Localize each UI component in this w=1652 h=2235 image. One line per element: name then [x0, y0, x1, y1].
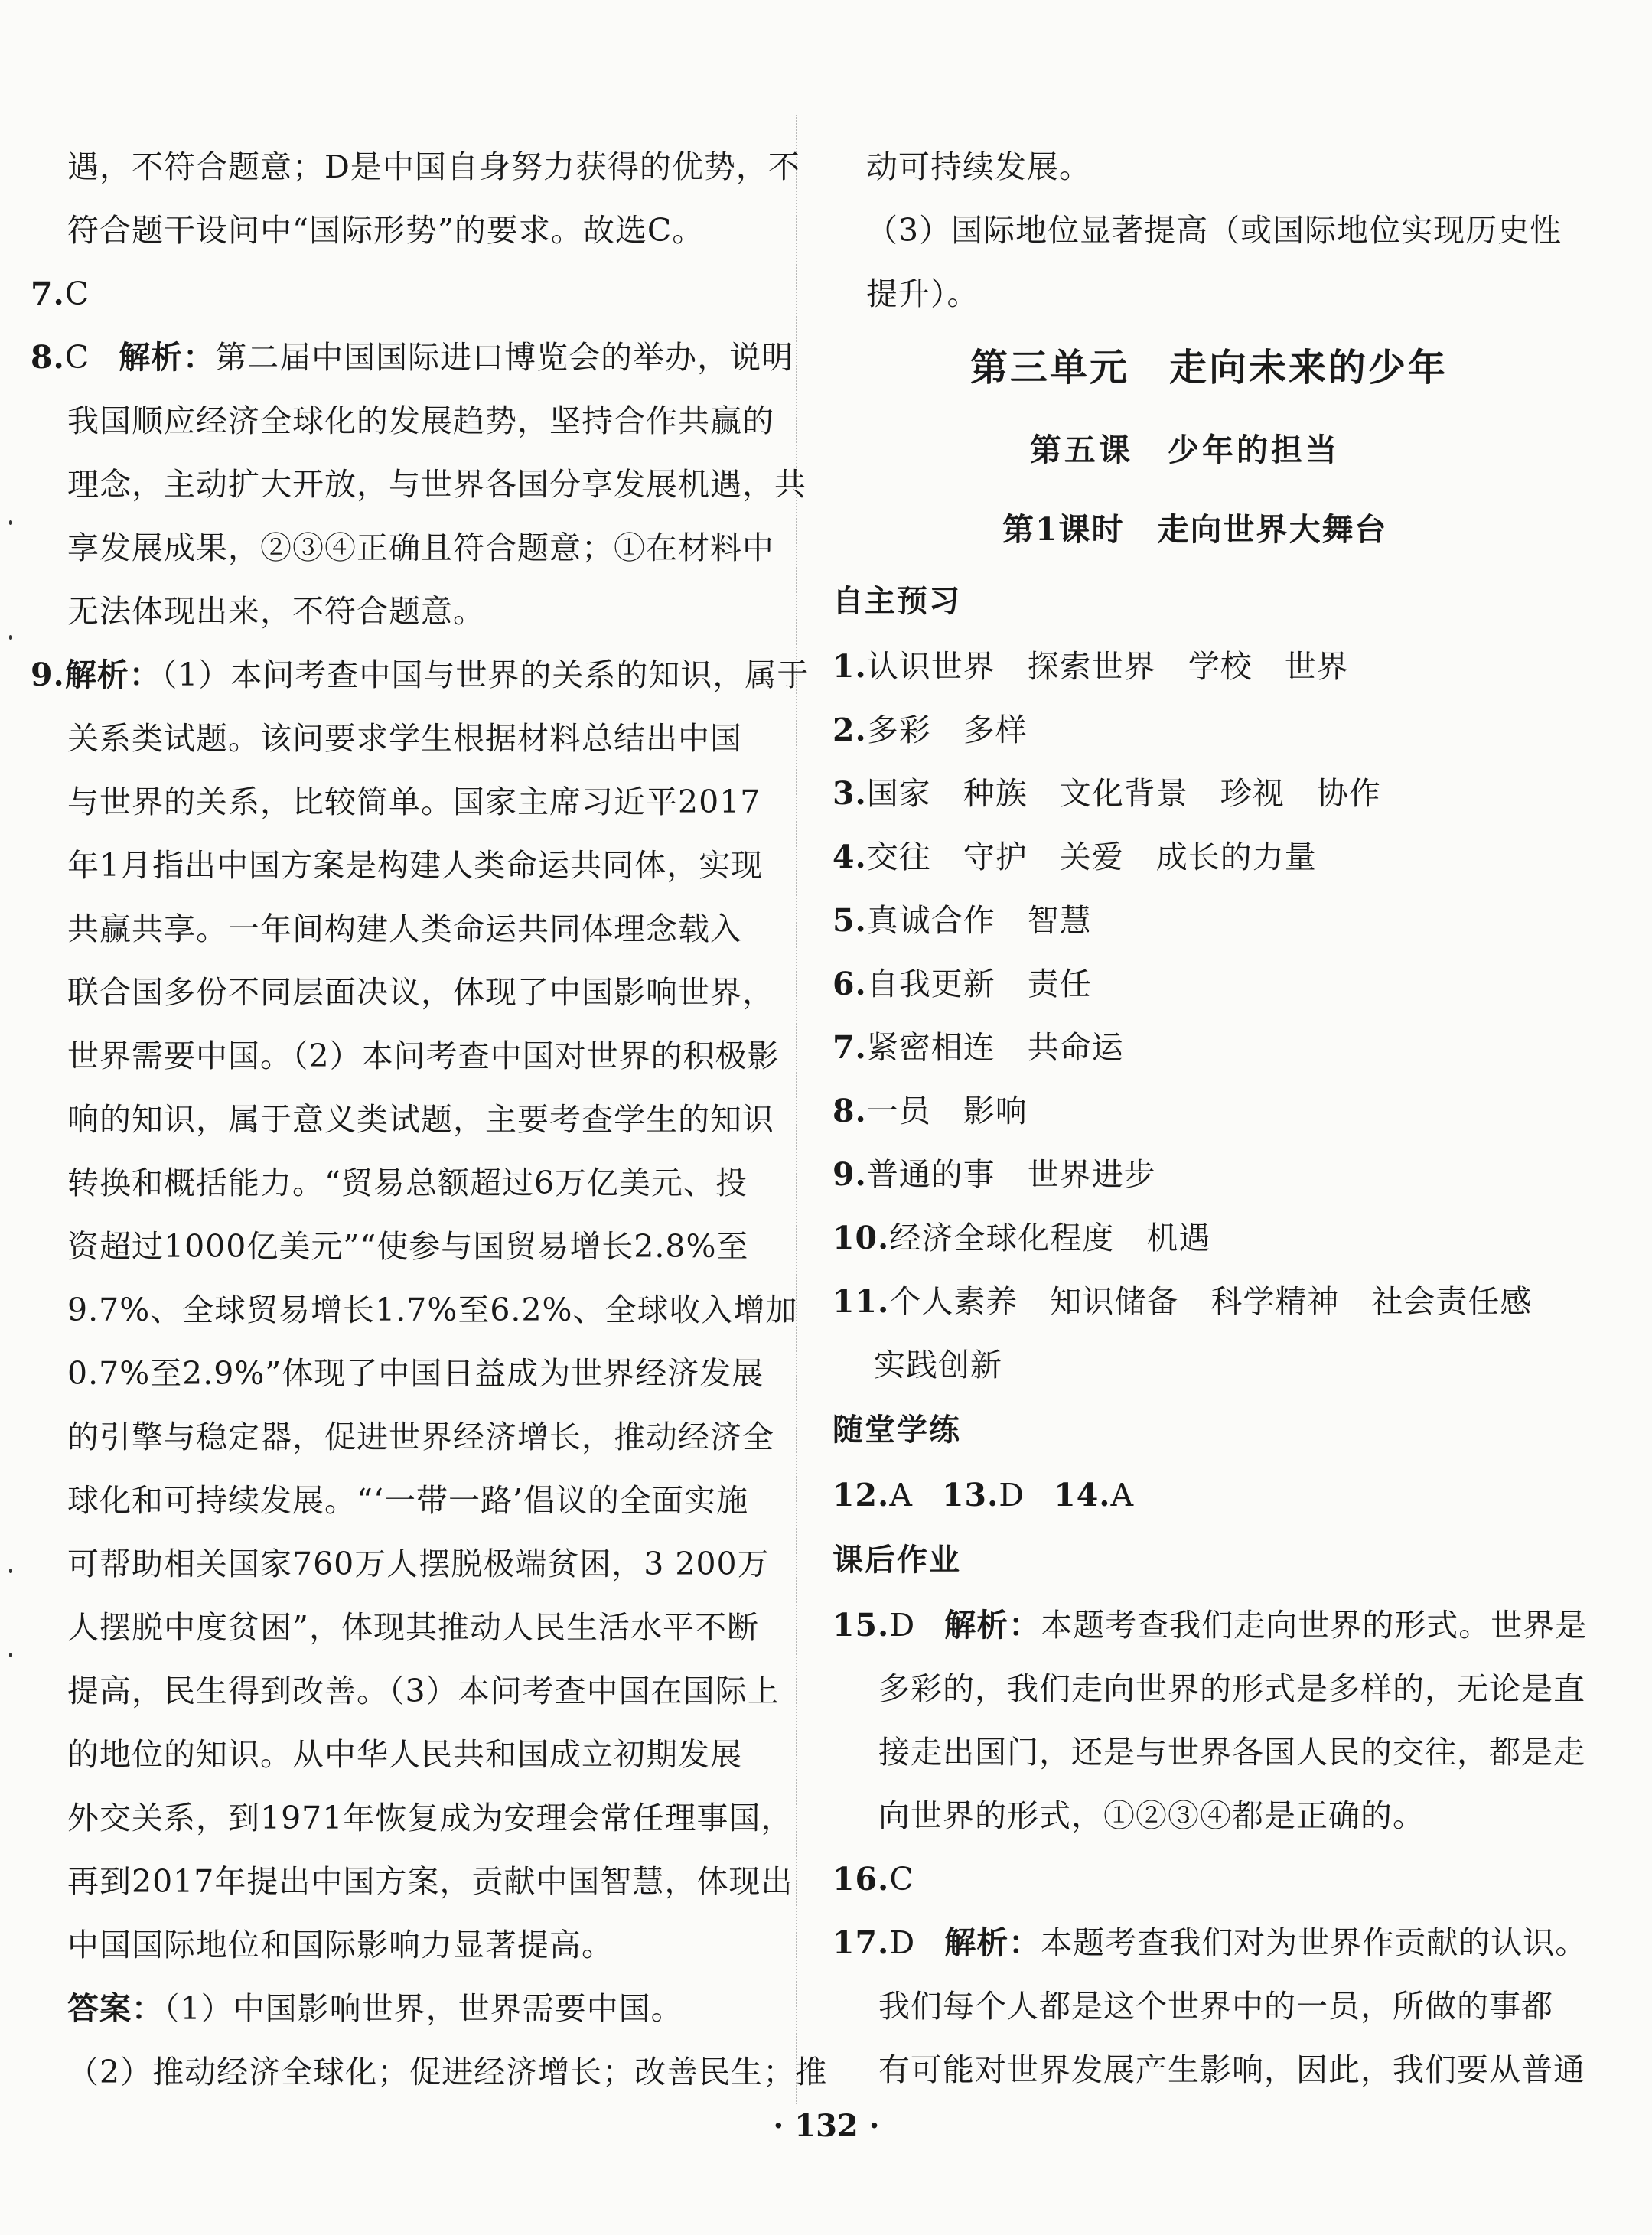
- analysis-label: 解析：: [944, 1607, 1041, 1644]
- answer-line: [67, 1990, 683, 2027]
- analysis-text: 第二届中国国际进口博览会的举办，说明: [215, 339, 794, 376]
- question-number: 15.: [833, 1607, 890, 1644]
- text-line: 接走出国门，还是与世界各国人民的交往，都是走: [878, 1734, 1585, 1771]
- question-number: 17.: [833, 1924, 890, 1961]
- text-line: 可帮助相关国家760万人摆脱极端贫困，3 200万: [67, 1546, 770, 1582]
- scan-speck: [9, 520, 12, 525]
- text-line: 球化和可持续发展。“‘一带一路’倡议的全面实施: [67, 1482, 749, 1519]
- item-text: 真诚合作 智慧: [866, 902, 1092, 939]
- item-text: 国家 种族 文化背景 珍视 协作: [866, 775, 1381, 812]
- scan-speck: [9, 635, 12, 640]
- lesson-title: 第五课 少年的担当: [1030, 432, 1340, 468]
- text-line: 世界需要中国。（2）本问考查中国对世界的积极影: [67, 1038, 780, 1074]
- preview-item: [833, 648, 1349, 685]
- item-text: 认识世界 探索世界 学校 世界: [866, 648, 1349, 685]
- text-line: 共赢共享。一年间构建人类命运共同体理念载入: [67, 911, 742, 947]
- text-line: 年1月指出中国方案是构建人类命运共同体，实现: [67, 847, 764, 884]
- text-line: 多彩的，我们走向世界的形式是多样的，无论是直: [878, 1670, 1585, 1707]
- answer-choice: D: [999, 1477, 1025, 1513]
- text-line: 中国国际地位和国际影响力显著提高。: [67, 1927, 614, 1963]
- text-line: 我国顺应经济全球化的发展趋势，坚持合作共赢的: [67, 402, 774, 439]
- item-number: 3.: [833, 775, 867, 812]
- text-line: 与世界的关系，比较简单。国家主席习近平2017: [67, 784, 761, 820]
- text-line: 资超过1000亿美元”“使参与国贸易增长2.8%至: [67, 1228, 749, 1265]
- item-text: 多彩 多样: [866, 712, 1028, 748]
- text-line: 无法体现出来，不符合题意。: [67, 593, 485, 630]
- preview-item: [833, 712, 1028, 748]
- answer-choice: A: [1110, 1477, 1135, 1513]
- text-line: 关系类试题。该问要求学生根据材料总结出中国: [67, 720, 742, 757]
- text-line: 响的知识，属于意义类试题，主要考查学生的知识: [67, 1101, 774, 1138]
- preview-item: [833, 1156, 1156, 1193]
- preview-item: [833, 775, 1381, 812]
- item-number: 10.: [833, 1220, 890, 1256]
- answer-15: [833, 1607, 1588, 1644]
- text-line: 9.7%、全球贸易增长1.7%至6.2%、全球收入增加: [67, 1292, 798, 1328]
- question-number: 8.: [31, 339, 65, 376]
- page-number: · 132 ·: [773, 2108, 880, 2144]
- answer-7: [31, 275, 90, 312]
- text-line: 动可持续发展。: [866, 148, 1091, 185]
- answer-choice: C: [64, 275, 90, 312]
- analysis-label: 解析：: [64, 656, 161, 693]
- text-line: 有可能对世界发展产生影响，因此，我们要从普通: [878, 2051, 1585, 2088]
- preview-item: [833, 1093, 1028, 1129]
- analysis-text: 本题考查我们对为世界作贡献的认识。: [1041, 1924, 1588, 1961]
- item-number: 11.: [833, 1283, 890, 1320]
- text-line: （2）推动经济全球化；促进经济增长；改善民生；推: [67, 2054, 828, 2090]
- preview-item: [833, 1220, 1211, 1256]
- item-text: 紧密相连 共命运: [866, 1029, 1124, 1066]
- section-heading-preview: 自主预习: [833, 583, 961, 619]
- answer-8: [31, 339, 794, 376]
- text-line: 的地位的知识。从中华人民共和国成立初期发展: [67, 1736, 742, 1773]
- preview-item: [833, 966, 1092, 1002]
- text-line: 享发展成果，②③④正确且符合题意；①在材料中: [67, 529, 774, 566]
- text-line: 0.7%至2.9%”体现了中国日益成为世界经济发展: [67, 1355, 764, 1392]
- analysis-text: （1）本问考查中国与世界的关系的知识，属于: [161, 656, 810, 693]
- item-text: 个人素养 知识储备 科学精神 社会责任感: [889, 1283, 1533, 1320]
- answer-text: （1）中国影响世界，世界需要中国。: [164, 1990, 683, 2027]
- analysis-label: 解析：: [944, 1924, 1041, 1961]
- text-line: 向世界的形式，①②③④都是正确的。: [878, 1797, 1425, 1834]
- text-line: 人摆脱中度贫困”，体现其推动人民生活水平不断: [67, 1609, 759, 1646]
- scan-speck: [9, 1653, 12, 1657]
- section-heading-practice: 随堂学练: [833, 1412, 961, 1448]
- item-number: 12.: [833, 1477, 890, 1513]
- practice-answers: [833, 1477, 1135, 1513]
- period-title: 第1课时 走向世界大舞台: [1002, 511, 1388, 548]
- item-number: 1.: [833, 648, 867, 685]
- item-number: 2.: [833, 712, 867, 748]
- text-line: 遇，不符合题意；D是中国自身努力获得的优势，不: [67, 148, 800, 185]
- preview-item: [833, 902, 1092, 939]
- item-text: 经济全球化程度 机遇: [889, 1220, 1211, 1256]
- column-divider: [796, 115, 797, 2104]
- section-heading-homework: 课后作业: [833, 1542, 961, 1578]
- answer-label: 答案：: [67, 1990, 164, 2027]
- item-number: 7.: [833, 1029, 867, 1066]
- scan-speck: [9, 1569, 12, 1573]
- text-line: 再到2017年提出中国方案，贡献中国智慧，体现出: [67, 1863, 793, 1900]
- question-number: 9.: [31, 656, 65, 693]
- answer-16: [833, 1861, 914, 1898]
- item-number: 6.: [833, 966, 867, 1002]
- item-number: 9.: [833, 1156, 867, 1193]
- item-text: 交往 守护 关爱 成长的力量: [866, 839, 1317, 875]
- answer-17: [833, 1924, 1588, 1961]
- text-line: 符合题干设问中“国际形势”的要求。故选C。: [67, 212, 705, 249]
- text-line: 外交关系，到1971年恢复成为安理会常任理事国，: [67, 1800, 793, 1836]
- analysis-text: 本题考查我们走向世界的形式。世界是: [1041, 1607, 1588, 1644]
- item-number: 5.: [833, 902, 867, 939]
- preview-item: [833, 1029, 1124, 1066]
- item-text: 一员 影响: [866, 1093, 1028, 1129]
- text-line: （3）国际地位显著提高（或国际地位实现历史性: [866, 212, 1562, 249]
- answer-choice: D: [889, 1924, 916, 1961]
- answer-choice: C: [64, 339, 90, 376]
- text-line: 的引擎与稳定器，促进世界经济增长，推动经济全: [67, 1419, 774, 1455]
- preview-item: [833, 1283, 1533, 1320]
- question-number: 7.: [31, 275, 65, 312]
- item-text: 自我更新 责任: [866, 966, 1092, 1002]
- item-number: 4.: [833, 839, 867, 875]
- unit-title: 第三单元 走向未来的少年: [970, 345, 1448, 389]
- item-number: 8.: [833, 1093, 867, 1129]
- text-line: 提高，民生得到改善。（3）本问考查中国在国际上: [67, 1673, 780, 1709]
- answer-choice: C: [889, 1861, 914, 1898]
- item-number: 14.: [1054, 1477, 1111, 1513]
- question-number: 16.: [833, 1861, 890, 1898]
- text-line: 我们每个人都是这个世界中的一员，所做的事都: [878, 1988, 1553, 2025]
- item-number: 13.: [941, 1477, 999, 1513]
- preview-item-continuation: 实践创新: [874, 1347, 1002, 1383]
- text-line: 转换和概括能力。“贸易总额超过6万亿美元、投: [67, 1165, 748, 1201]
- answer-9: [31, 656, 810, 693]
- analysis-label: 解析：: [119, 339, 216, 376]
- text-line: 理念，主动扩大开放，与世界各国分享发展机遇，共: [67, 466, 806, 503]
- item-text: 普通的事 世界进步: [866, 1156, 1156, 1193]
- text-line: 联合国多份不同层面决议，体现了中国影响世界，: [67, 974, 774, 1011]
- answer-choice: A: [889, 1477, 913, 1513]
- answer-choice: D: [889, 1607, 916, 1644]
- text-line: 提升）。: [866, 275, 979, 312]
- preview-item: [833, 839, 1317, 875]
